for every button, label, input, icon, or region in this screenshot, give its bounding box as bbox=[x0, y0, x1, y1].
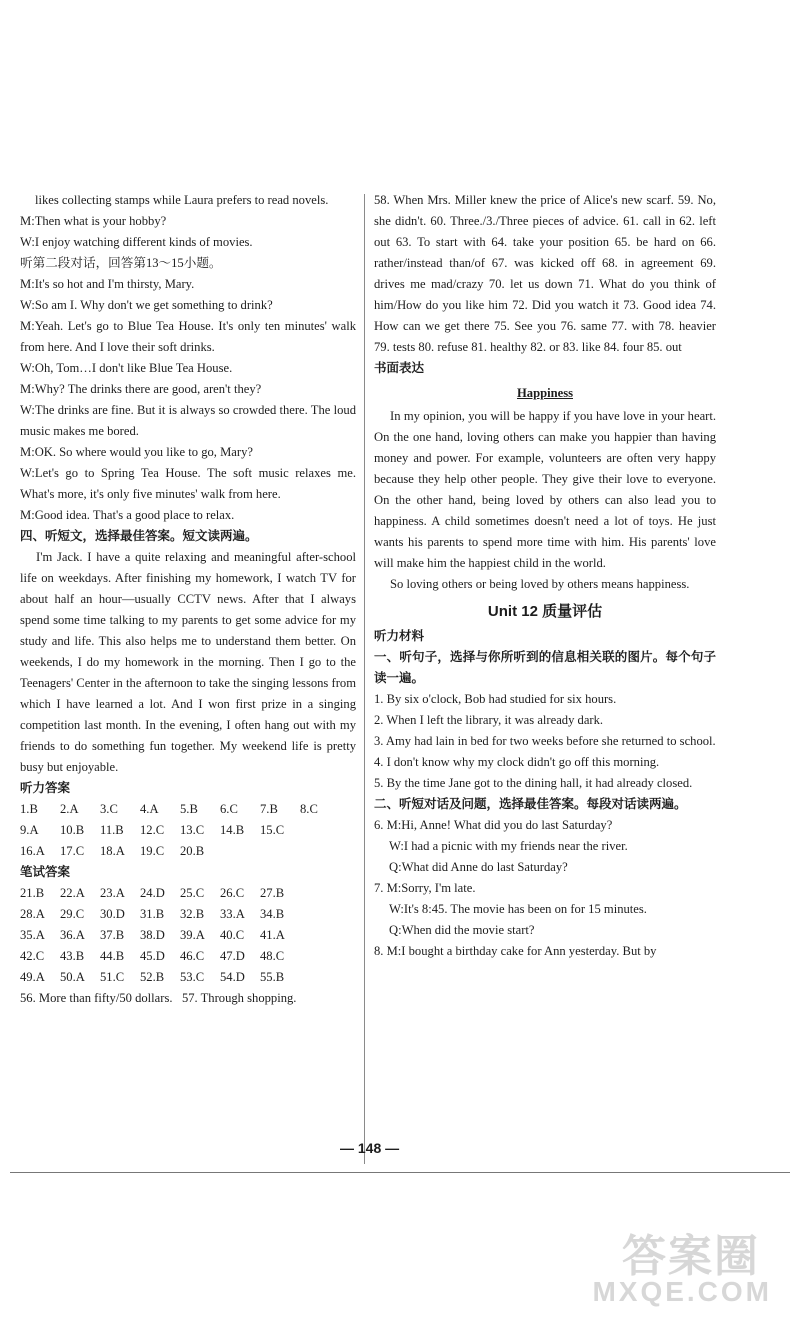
listening-answers-heading: 听力答案 bbox=[20, 781, 71, 795]
sentence-item: 5. By the time Jane got to the dining hall, it had already closed. bbox=[374, 776, 693, 790]
answer-item: 26.C bbox=[220, 886, 245, 900]
watermark-url: MXQE.COM bbox=[592, 1276, 772, 1307]
answer-item: 54.D bbox=[220, 970, 245, 984]
answer-item: 6.C bbox=[220, 802, 238, 816]
unit-title: Unit 12 质量评估 bbox=[487, 603, 603, 620]
answer-item: 33.A bbox=[220, 907, 245, 921]
answer-item: 24.D bbox=[140, 886, 165, 900]
answer-item: 16.A bbox=[20, 844, 45, 858]
answer-item: 38.D bbox=[140, 928, 165, 942]
answer-item: 12.C bbox=[140, 823, 165, 837]
answer-item: 35.A bbox=[20, 928, 45, 942]
section1-items bbox=[374, 689, 716, 794]
sentence-item: 1. By six o'clock, Bob had studied for six hours. bbox=[374, 692, 617, 706]
answer-item: 25.C bbox=[180, 886, 205, 900]
listening-answers bbox=[20, 799, 356, 862]
dialogue-line: 7. M:Sorry, I'm late. bbox=[374, 881, 476, 895]
answer-item: 48.C bbox=[260, 949, 285, 963]
answer-item: 11.B bbox=[100, 823, 124, 837]
answer-item: 44.B bbox=[100, 949, 125, 963]
answer-item: 19.C bbox=[140, 844, 165, 858]
page-number: — 148 — bbox=[340, 1140, 400, 1156]
dialogue-line: likes collecting stamps while Laura prefers to read novels. bbox=[35, 193, 329, 207]
answer-row bbox=[20, 925, 356, 946]
answer-item: 36.A bbox=[60, 928, 85, 942]
answer-item: 28.A bbox=[20, 907, 45, 921]
answer-item: 40.C bbox=[220, 928, 245, 942]
listening-material-heading: 听力材料 bbox=[374, 629, 425, 643]
essay-paragraph-2: So loving others or being loved by others means happiness. bbox=[390, 577, 690, 591]
answer-item: 53.C bbox=[180, 970, 205, 984]
passage: I'm Jack. I have a quite relaxing and meaningful after-school life on weekdays. After finishing my homework, I watch TV for about half an hour—usually CCTV news. After that I always spend some time talking to my parents to get some advice for my study and life. This also helps me to understand them better. On weekends, I do my homework in the morning. Then I go to the Teenagers' Center in the afternoon to take the singing lessons from which I have learned a lot. And I won first prize in a singing competition last month. In the evening, I often hang out with my friends to do something fun together. My weekend life is pretty busy but enjoyable. bbox=[20, 550, 356, 774]
answer-item: 10.B bbox=[60, 823, 85, 837]
sentence-item: 3. Amy had lain in bed for two weeks before she returned to school. bbox=[374, 734, 716, 748]
dialogue-line: 6. M:Hi, Anne! What did you do last Saturday? bbox=[374, 818, 613, 832]
answer-item: 13.C bbox=[180, 823, 205, 837]
answer-item: 3.C bbox=[100, 802, 118, 816]
left-column bbox=[20, 190, 356, 1009]
dialogue-line: W:It's 8:45. The movie has been on for 15 minutes. bbox=[389, 902, 647, 916]
answer-item: 46.C bbox=[180, 949, 205, 963]
answer-item: 15.C bbox=[260, 823, 285, 837]
dialogue-line: W:I had a picnic with my friends near the river. bbox=[389, 839, 628, 853]
answer-item: 1.B bbox=[20, 802, 38, 816]
essay-paragraph-1: In my opinion, you will be happy if you have love in your heart. On the one hand, loving others can make you happier than having money and power. For example, volunteers are often very happy because they help other people. They give their love to everyone. On the other hand, being loved by others can also lead you to happiness. A child sometimes doesn't need a lot of toys. He just wants his parents to spend more time with him. His parents' love will make him the happiest child in the world. bbox=[374, 409, 716, 570]
right-column bbox=[374, 190, 716, 962]
answer-item: 17.C bbox=[60, 844, 85, 858]
answer-item: 14.B bbox=[220, 823, 245, 837]
dialogue-line: W:So am I. Why don't we get something to drink? bbox=[20, 298, 273, 312]
dialogue-line: 听第二段对话，回答第13～15小题。 bbox=[20, 256, 222, 270]
answer-item: 30.D bbox=[100, 907, 125, 921]
answers-58-85: 58. When Mrs. Miller knew the price of Alice's new scarf. 59. No, she didn't. 60. Three./3./Three pieces of advice. 61. call in 62. left out 63. To start with 64. take your position 65. be hard on 66. rather/instead than/of 67. was kicked off 68. in agreement 69. drives me mad/crazy 70. let us down 71. What do you think of him/How do you like him 72. Did you watch it 73. Good idea 74. How can we get there 75. See you 76. same 77. with 78. heavier 79. tests 80. refuse 81. healthy 82. or 83. like 84. four 85. out bbox=[374, 193, 716, 354]
answer-item: 51.C bbox=[100, 970, 125, 984]
answer-item: 22.A bbox=[60, 886, 85, 900]
answer-item: 43.B bbox=[60, 949, 85, 963]
sentence-item: 2. When I left the library, it was already dark. bbox=[374, 713, 604, 727]
sentence-item: 4. I don't know why my clock didn't go off this morning. bbox=[374, 755, 660, 769]
answer-item: 29.C bbox=[60, 907, 85, 921]
dialogue-line: W:Oh, Tom…I don't like Blue Tea House. bbox=[20, 361, 233, 375]
answer-item: 34.B bbox=[260, 907, 285, 921]
answer-item: 45.D bbox=[140, 949, 165, 963]
answer-item: 8.C bbox=[300, 802, 318, 816]
answer-item: 7.B bbox=[260, 802, 278, 816]
answer-item: 9.A bbox=[20, 823, 39, 837]
answer-row bbox=[20, 841, 356, 862]
answer-item: 39.A bbox=[180, 928, 205, 942]
answer-item: 52.B bbox=[140, 970, 165, 984]
dialogue-line: W:The drinks are fine. But it is always so crowded there. The loud music makes me bored. bbox=[20, 403, 356, 438]
answer-item: 37.B bbox=[100, 928, 125, 942]
section2-lines bbox=[374, 815, 716, 962]
answer-item: 23.A bbox=[100, 886, 125, 900]
answers-56-57: 56. More than fifty/50 dollars. 57. Through shopping. bbox=[20, 991, 297, 1005]
answer-item: 42.C bbox=[20, 949, 45, 963]
answer-item: 55.B bbox=[260, 970, 285, 984]
answer-item: 4.A bbox=[140, 802, 159, 816]
dialogue-line: M:Then what is your hobby? bbox=[20, 214, 167, 228]
writing-heading: 书面表达 bbox=[374, 361, 425, 375]
answer-row bbox=[20, 820, 356, 841]
answer-item: 31.B bbox=[140, 907, 165, 921]
answer-item: 20.B bbox=[180, 844, 205, 858]
answer-item: 21.B bbox=[20, 886, 45, 900]
answer-row bbox=[20, 904, 356, 925]
written-answers-heading: 笔试答案 bbox=[20, 865, 71, 879]
dialogue-line: M:It's so hot and I'm thirsty, Mary. bbox=[20, 277, 195, 291]
answer-item: 18.A bbox=[100, 844, 125, 858]
answer-row bbox=[20, 946, 356, 967]
written-answers bbox=[20, 883, 356, 988]
section4-heading: 四、听短文，选择最佳答案。短文读两遍。 bbox=[20, 529, 258, 543]
dialogue-line: 8. M:I bought a birthday cake for Ann yesterday. But by bbox=[374, 944, 657, 958]
dialogue-line: Q:What did Anne do last Saturday? bbox=[389, 860, 568, 874]
answer-item: 2.A bbox=[60, 802, 79, 816]
footer-rule bbox=[10, 1172, 790, 1173]
answer-item: 49.A bbox=[20, 970, 45, 984]
dialogue-block bbox=[20, 190, 356, 526]
section2-heading: 二、听短对话及问题，选择最佳答案。每段对话读两遍。 bbox=[374, 797, 687, 811]
dialogue-line: M:Yeah. Let's go to Blue Tea House. It's only ten minutes' walk from here. And I love their soft drinks. bbox=[20, 319, 356, 354]
answer-item: 47.D bbox=[220, 949, 245, 963]
essay-title: Happiness bbox=[517, 386, 573, 400]
answer-row bbox=[20, 883, 356, 904]
answer-item: 32.B bbox=[180, 907, 205, 921]
watermark-logo: 答案圈 bbox=[622, 1232, 760, 1281]
answer-item: 41.A bbox=[260, 928, 285, 942]
answer-item: 27.B bbox=[260, 886, 285, 900]
answer-row bbox=[20, 967, 356, 988]
dialogue-line: W:Let's go to Spring Tea House. The soft music relaxes me. What's more, it's only five minutes' walk from here. bbox=[20, 466, 356, 501]
answer-item: 5.B bbox=[180, 802, 198, 816]
answer-row bbox=[20, 799, 356, 820]
section1-heading: 一、听句子，选择与你所听到的信息相关联的图片。每个句子读一遍。 bbox=[374, 650, 716, 685]
answer-item: 50.A bbox=[60, 970, 85, 984]
dialogue-line: W:I enjoy watching different kinds of movies. bbox=[20, 235, 253, 249]
dialogue-line: M:Why? The drinks there are good, aren't they? bbox=[20, 382, 262, 396]
dialogue-line: M:OK. So where would you like to go, Mary? bbox=[20, 445, 253, 459]
dialogue-line: Q:When did the movie start? bbox=[389, 923, 535, 937]
dialogue-line: M:Good idea. That's a good place to relax. bbox=[20, 508, 235, 522]
column-divider bbox=[364, 194, 365, 1164]
